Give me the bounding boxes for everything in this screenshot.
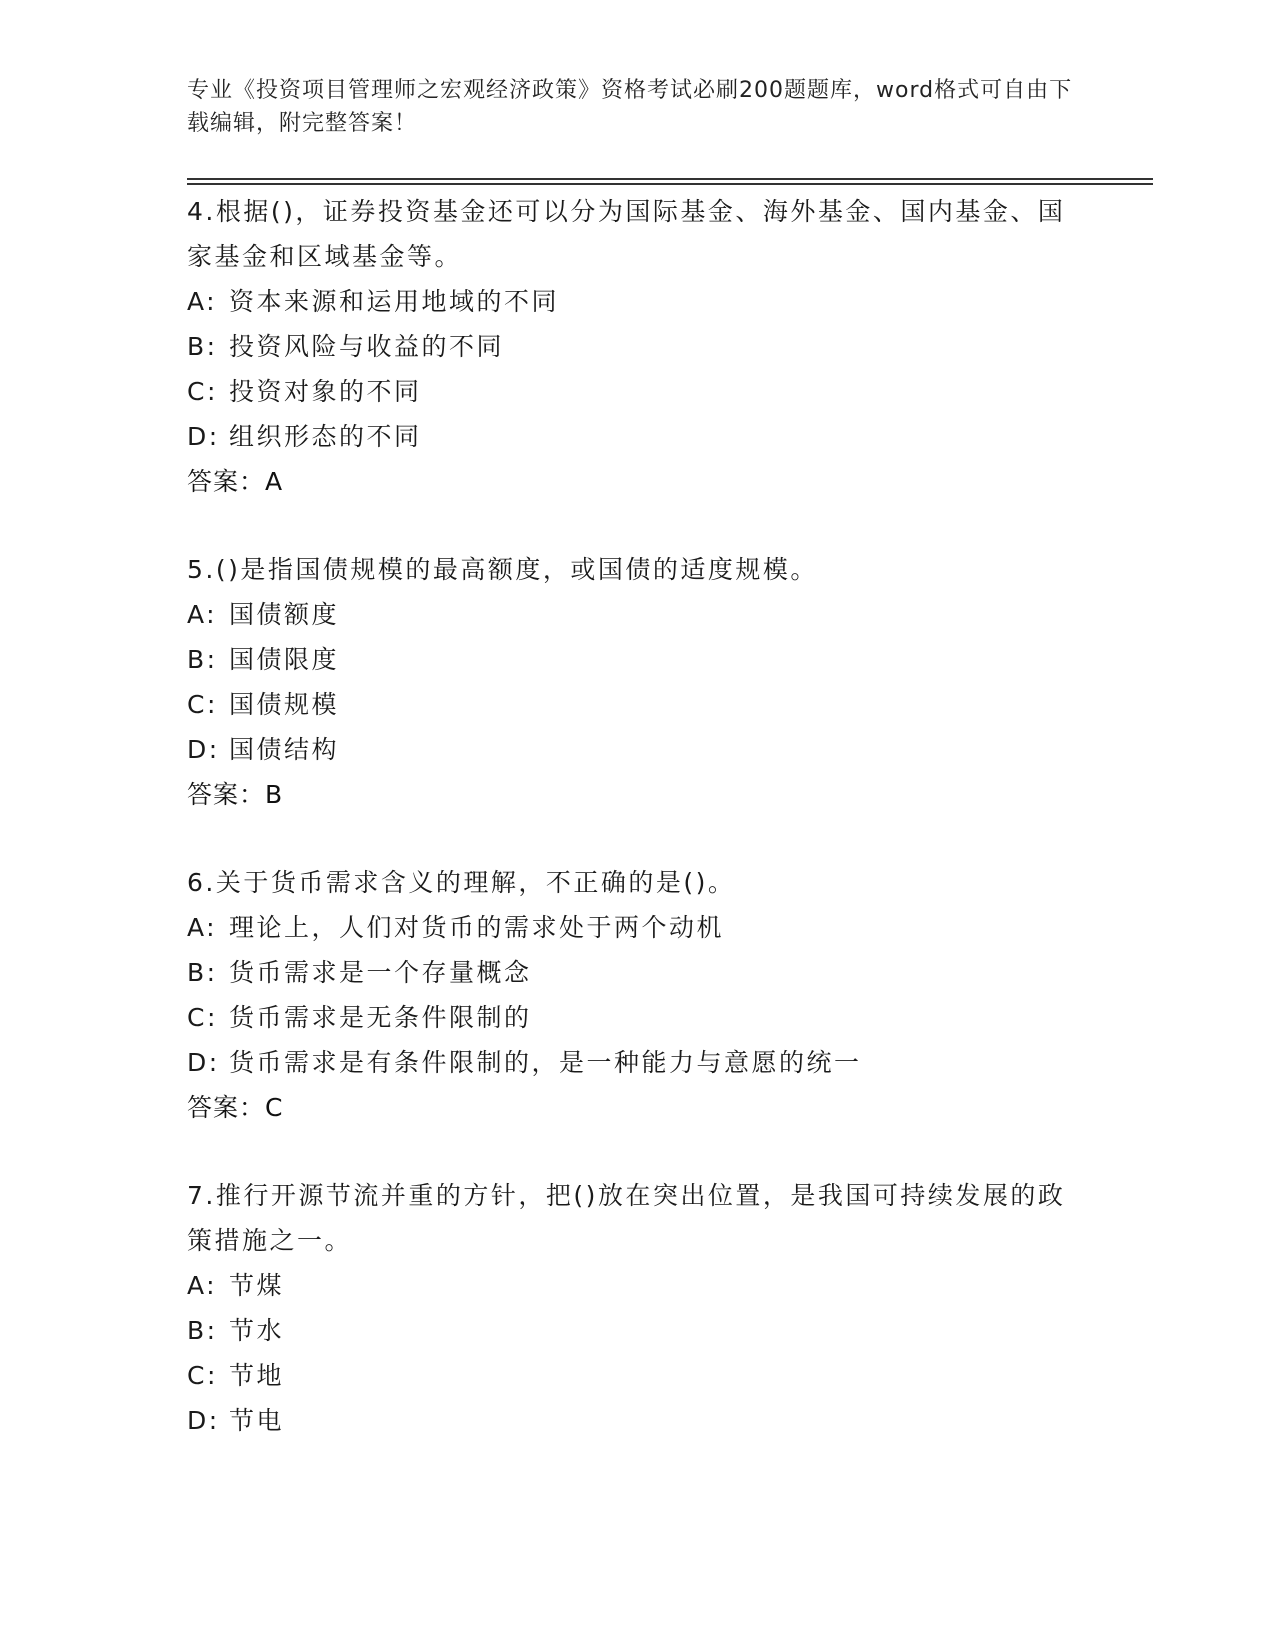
option-b [187,324,1087,369]
option-text: 投资对象的不同 [229,377,422,406]
answer-line: 答案：B [187,780,284,809]
option-letter: A: [187,913,218,942]
option-text: 国债限度 [229,645,340,674]
option-text: 资本来源和运用地域的不同 [229,287,560,316]
option-letter: C: [187,377,218,406]
question-stem: 4.根据()，证券投资基金还可以分为国际基金、海外基金、国内基金、国家基金和区域基金等。 [187,197,1066,271]
question-list [187,189,1087,1486]
option-text: 节电 [229,1406,285,1435]
option-text: 货币需求是有条件限制的，是一种能力与意愿的统一 [229,1048,862,1077]
question-item [187,860,1087,1130]
option-letter: A: [187,600,218,629]
option-d [187,727,1087,772]
option-d [187,1040,1087,1085]
option-c [187,1353,1087,1398]
option-b [187,950,1087,995]
option-letter: A: [187,1271,218,1300]
option-text: 组织形态的不同 [229,422,422,451]
option-text: 节水 [229,1316,285,1345]
option-b [187,637,1087,682]
answer-line: 答案：A [187,467,284,496]
header-divider-top [187,178,1153,180]
question-item [187,547,1087,817]
option-a [187,592,1087,637]
option-text: 节地 [229,1361,285,1390]
option-letter: D: [187,1048,220,1077]
question-stem: 7.推行开源节流并重的方针，把()放在突出位置，是我国可持续发展的政策措施之一。 [187,1181,1066,1255]
answer-line: 答案：C [187,1093,284,1122]
option-text: 货币需求是一个存量概念 [229,958,532,987]
option-letter: C: [187,1003,218,1032]
option-c [187,995,1087,1040]
question-stem: 6.关于货币需求含义的理解，不正确的是()。 [187,868,736,897]
option-a [187,905,1087,950]
option-text: 理论上，人们对货币的需求处于两个动机 [229,913,725,942]
option-letter: C: [187,690,218,719]
option-d [187,1398,1087,1443]
option-letter: D: [187,1406,220,1435]
option-letter: D: [187,422,220,451]
document-header: 专业《投资项目管理师之宏观经济政策》资格考试必刷200题题库，word格式可自由下载编辑，附完整答案！ [187,78,1073,136]
option-text: 国债额度 [229,600,340,629]
option-text: 国债规模 [229,690,340,719]
option-c [187,682,1087,727]
option-letter: B: [187,1316,218,1345]
question-item [187,1173,1087,1443]
question-item [187,189,1087,504]
option-text: 货币需求是无条件限制的 [229,1003,532,1032]
option-letter: A: [187,287,218,316]
question-stem: 5.()是指国债规模的最高额度，或国债的适度规模。 [187,555,818,584]
option-letter: B: [187,332,218,361]
option-a [187,1263,1087,1308]
header-divider-bottom [187,183,1153,185]
option-letter: B: [187,958,218,987]
option-d [187,414,1087,459]
option-c [187,369,1087,414]
option-text: 国债结构 [229,735,340,764]
option-b [187,1308,1087,1353]
option-text: 节煤 [229,1271,285,1300]
option-letter: B: [187,645,218,674]
option-letter: D: [187,735,220,764]
option-letter: C: [187,1361,218,1390]
option-a [187,279,1087,324]
option-text: 投资风险与收益的不同 [229,332,505,361]
